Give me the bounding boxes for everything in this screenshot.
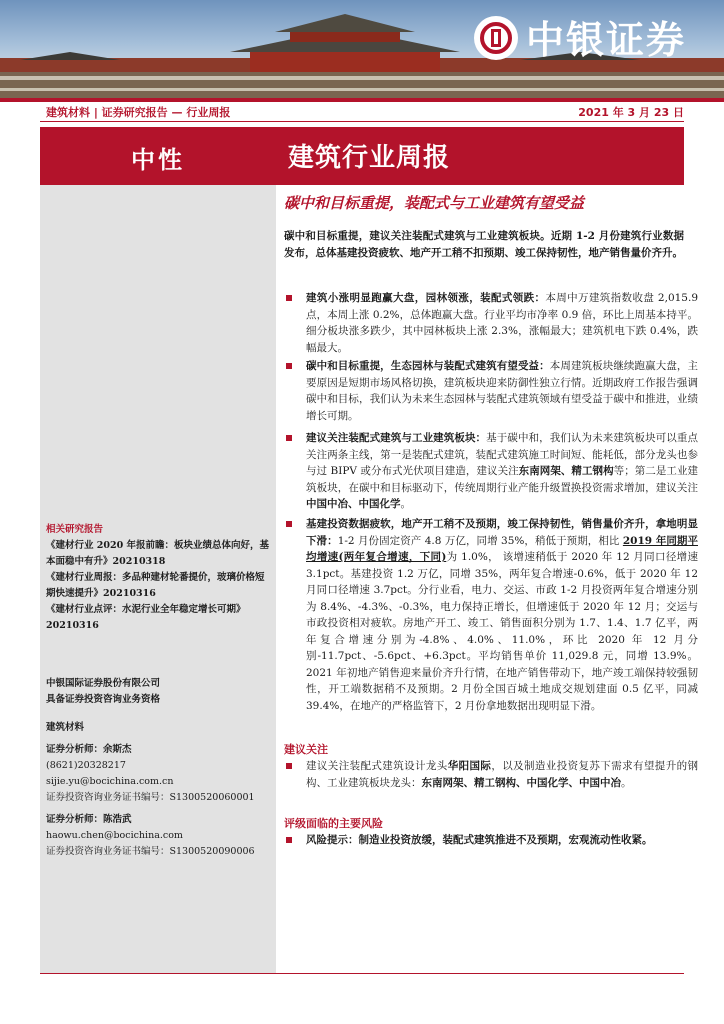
analyst-cert: 证券投资咨询业务证书编号：S1300520060001 [46, 792, 255, 803]
company-info [46, 676, 270, 708]
suggest-emphasis: 东南网架、精工钢构、中国化学、中国中冶 [421, 776, 621, 789]
bullet-emphasis: 2019 年同期平均增速(两年复合增速，下同) [306, 534, 698, 563]
bullet-icon [286, 763, 292, 769]
bullet-lead: 碳中和目标重提，生态园林与装配式建筑有望受益： [306, 360, 550, 372]
report-date: 2021 年 3 月 23 日 [578, 106, 684, 119]
bullet-lead: 建筑小涨明显跑赢大盘，园林领涨，装配式领跌： [306, 292, 546, 304]
suggest-text: ，以及制造业投资复苏下需求有望提升的钢构、工业建筑板块龙头： [306, 760, 699, 789]
bullet-icon [286, 521, 292, 527]
risk-heading: 评级面临的主要风险 [284, 817, 383, 830]
related-heading: 相关研究报告 [46, 524, 104, 535]
bullet-text: 1-2 月份固定资产 4.8 万亿，同增 35%，稍低于预期，相比 [337, 534, 623, 547]
bullet-emphasis: 中国中冶、中国化学 [306, 498, 401, 510]
bullet-text: 基于碳中和，我们认为未来建筑板块可以重点关注两条主线，第一是装配式建筑，装配式建筑施工时间短、能耗低，部分龙头也参与过 BIPV 或分布式光伏项目建造，建议关注 [306, 432, 699, 477]
list-item [284, 758, 698, 791]
analyst-title: 证券分析师：余斯杰 [46, 744, 132, 755]
company-name: 中银国际证券股份有限公司 [46, 678, 161, 689]
brand-logo [474, 12, 710, 68]
bullet-lead: 建议关注装配式建筑与工业建筑板块： [306, 432, 487, 444]
bullet-icon [286, 837, 292, 843]
footer-rule [40, 973, 684, 974]
company-qualification: 具备证券投资咨询业务资格 [46, 694, 161, 705]
sector-label: 建筑材料 [46, 722, 85, 733]
related-item: 《建材行业点评：水泥行业全年稳定增长可期》20210316 [46, 604, 246, 631]
sector-label-box [46, 720, 270, 736]
bullet-icon [286, 295, 292, 301]
suggest-text: 。 [621, 776, 632, 789]
bullet-icon [286, 363, 292, 369]
analyst-cert: 证券投资咨询业务证书编号：S1300520090006 [46, 846, 255, 857]
list-item [284, 516, 698, 714]
related-reports [46, 522, 270, 634]
page-subtitle: 碳中和目标重提，装配式与工业建筑有望受益 [284, 194, 585, 212]
bullet-text: 本周中万建筑指数收盘 2,015.9 点，本周上涨 0.2%，总体跑赢大盘。行业平均市净率 0.9 倍，环比上周基本持平。细分板块涨多跌少，其中园林板块上涨 2.3%，涨幅最大；建筑机电下跌 0.4%，跌幅最大。 [306, 292, 698, 354]
list-item [284, 832, 698, 849]
bullet-text: 本周建筑板块继续跑赢大盘，主要原因是短期市场风格切换，建筑板块迎来防御性独立行情。近期政府工作报告强调碳中和目标，我们认为未来生态园林与装配式建筑领域有望受益于碳中和推进，业绩增长可期。 [306, 360, 699, 422]
bullet-text: 。 [400, 498, 411, 510]
list-item [284, 430, 698, 513]
title-bar [276, 127, 684, 185]
suggest-text: 建议关注装配式建筑设计龙头 [306, 760, 448, 772]
related-item: 《建材行业周报：多品种建材轮番提价，玻璃价格短期快速提升》20210316 [46, 572, 265, 599]
bullet-text: 为 1.0%， 该增速稍低于 2020 年 12 月同口径增速 3.1pct。基建投资 1.2 万亿，同增 35%，两年复合增速-0.6%，低于 2020 年 12 月同口径增速 3.7pct。分行业看，电力、交运、市政 1-2 月投资两年复合增速分别为 8.4%、-4.3%、-0.3%，电力保持正增长，但增速低于 2020 年 12 月；交运与市政投资相对疲软。房地产开工、竣工、销售面积分别为 1.7、1.4、1.7 亿平，两年复合增速分别为-4.8%、4.0%、11.0%，环比 2020 年 12 月分别-11.7pct、-5.6pct、+6.3pct。平均销售单价 11,029.8 元，同增 13.9%。2021 年初地产销售迎来量价齐升行情，在地产销售带动下，地产竣工端保持较强韧性，开工端数据稍不及预期。2 月份全国百城土地成交规划建面 0.5 亿平，同减 39.4%，在地产的严格监管下，2 月份拿地数据出现明显下滑。 [306, 551, 698, 712]
analyst-2 [46, 812, 270, 860]
list-item [284, 358, 698, 424]
page-title: 建筑行业周报 [288, 143, 451, 173]
rating-box [40, 127, 276, 185]
boc-logo-icon [474, 16, 518, 60]
risk-text: 风险提示：制造业投资放缓，装配式建筑推进不及预期，宏观流动性收紧。 [306, 834, 653, 846]
analyst-1 [46, 742, 270, 806]
analyst-email[interactable]: sijie.yu@bocichina.com.cn [46, 776, 174, 787]
header-banner [0, 0, 724, 98]
bullet-emphasis: 东南网架、精工钢构 [518, 465, 614, 477]
summary-text: 碳中和目标重提，建议关注装配式建筑与工业建筑板块。近期 1-2 月份建筑行业数据发布，总体基建投资疲软、地产开工稍不扣预期、竣工保持韧性，地产销售量价齐升。 [284, 230, 684, 259]
bullet-icon [286, 435, 292, 441]
summary [284, 228, 684, 261]
analyst-email[interactable]: haowu.chen@bocichina.com [46, 830, 183, 841]
related-item: 《建材行业 2020 年报前瞻：板块业绩总体向好，基本面稳中有升》20210318 [46, 540, 270, 567]
suggest-emphasis: 华阳国际 [447, 760, 492, 772]
report-category: 建筑材料 | 证券研究报告 — 行业周报 [46, 106, 231, 119]
analyst-phone: (8621)20328217 [46, 760, 126, 771]
bullet-text: 等；第二是工业建筑板块，在碳中和目标驱动下，传统周期行业产能升级置换投资需求增加，建议关注 [306, 465, 699, 494]
bullet-lead: 基建投资数据疲软，地产开工稍不及预期，竣工保持韧性，销售量价齐升，拿地明显下滑： [306, 518, 698, 547]
suggest-heading: 建议关注 [284, 743, 328, 756]
header-rule [0, 98, 724, 102]
analyst-title: 证券分析师：陈浩武 [46, 814, 132, 825]
list-item [284, 290, 698, 356]
rating-label: 中性 [131, 146, 185, 174]
header-underline [40, 121, 684, 122]
brand-name: 中银证券 [526, 18, 687, 62]
